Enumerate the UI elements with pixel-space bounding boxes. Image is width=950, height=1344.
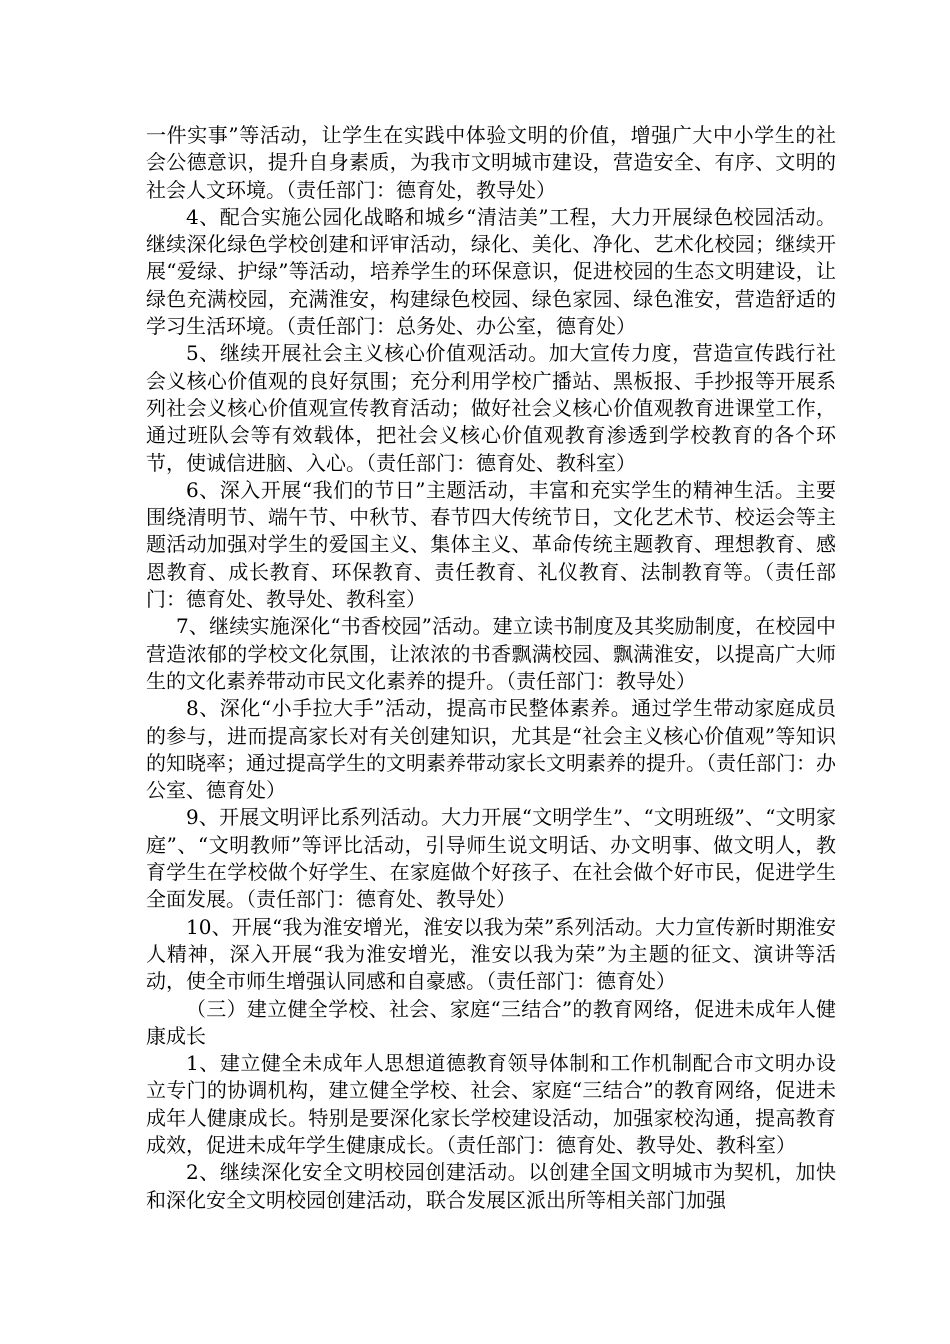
paragraph-item-8-small-hands: 8、深化“小手拉大手”活动，提高市民整体素养。通过学生带动家庭成员的参与，进而提高家长对有关创建知识，尤其是“社会主义核心价值观”等知识的知晓率；通过提高学生的文明素养带动家长文明素养的提升。（责任部门：办公室、德育处）	[146, 696, 836, 803]
paragraph-item-10-huaian-pride: 10、开展“我为淮安增光，淮安以我为荣”系列活动。大力宣传新时期淮安人精神，深入开展“我为淮安增光，淮安以我为荣”为主题的征文、演讲等活动，使全市师生增强认同感和自豪感。（责任部门：德育处）	[146, 914, 836, 994]
paragraph-item-5-core-values: 5、继续开展社会主义核心价值观活动。加大宣传力度，营造宣传践行社会义核心价值观的良好氛围；充分利用学校广播站、黑板报、手抄报等开展系列社会义核心价值观宣传教育活动；做好社会义核心价值观教育进课堂工作，通过班队会等有效载体，把社会义核心价值观教育渗透到学校教育的各个环节，使诚信进脑、入心。（责任部门：德育处、教科室）	[146, 341, 836, 475]
paragraph-activities-continued: 一件实事”等活动，让学生在实践中体验文明的价值，增强广大中小学生的社会公德意识，提升自身素质，为我市文明城市建设，营造安全、有序、文明的社会人文环境。（责任部门：德育处，教导处）	[146, 123, 836, 202]
document-page	[146, 122, 836, 1214]
paragraph-item-4-green-campus: 4、配合实施公园化战略和城乡“清洁美”工程，大力开展绿色校园活动。继续深化绿色学校创建和评审活动，绿化、美化、净化、艺术化校园；继续开展“爱绿、护绿”等活动，培养学生的环保意识，促进校园的生态文明建设，让绿色充满校园，充满淮安，构建绿色校园、绿色家园、绿色淮安，营造舒适的学习生活环境。（责任部门：总务处、办公室，德育处）	[146, 204, 836, 339]
paragraph-item-7-book-campus: 7、继续实施深化“书香校园”活动。建立读书制度及其奖励制度，在校园中营造浓郁的学校文化氛围，让浓浓的书香飘满校园、飘满淮安，以提高广大师生的文化素养带动市民文化素养的提升。（责任部门：教导处）	[146, 614, 836, 693]
paragraph-subitem-1-leadership: 1、建立健全未成年人思想道德教育领导体制和工作机制配合市文明办设立专门的协调机构，建立健全学校、社会、家庭“三结合”的教育网络，促进未成年人健康成长。特别是要深化家长学校建设活动，加强家校沟通，提高教育成效，促进未成年学生健康成长。（责任部门：德育处、教导处、教科室）	[146, 1051, 836, 1157]
paragraph-subitem-2-safe-campus: 2、继续深化安全文明校园创建活动。以创建全国文明城市为契机，加快和深化安全文明校园创建活动，联合发展区派出所等相关部门加强	[146, 1160, 836, 1212]
paragraph-item-9-civility-awards: 9、开展文明评比系列活动。大力开展“文明学生”、“文明班级”、“文明家庭”、“文明教师”等评比活动，引导师生说文明话、办文明事、做文明人，教育学生在学校做个好学生、在家庭做个好孩子、在社会做个好市民，促进学生全面发展。（责任部门：德育处、教导处）	[146, 805, 836, 912]
paragraph-item-6-festivals: 6、深入开展“我们的节日”主题活动，丰富和充实学生的精神生活。主要围绕清明节、端午节、中秋节、春节四大传统节日，文化艺术节、校运会等主题活动加强对学生的爱国主义、集体主义、革命传统主题教育、理想教育、感恩教育、成长教育、环保教育、责任教育、礼仪教育、法制教育等。（责任部门：德育处、教导处、教科室）	[146, 477, 836, 612]
section-heading-three-combination: （三）建立健全学校、社会、家庭“三结合”的教育网络，促进未成年人健康成长	[146, 996, 836, 1048]
